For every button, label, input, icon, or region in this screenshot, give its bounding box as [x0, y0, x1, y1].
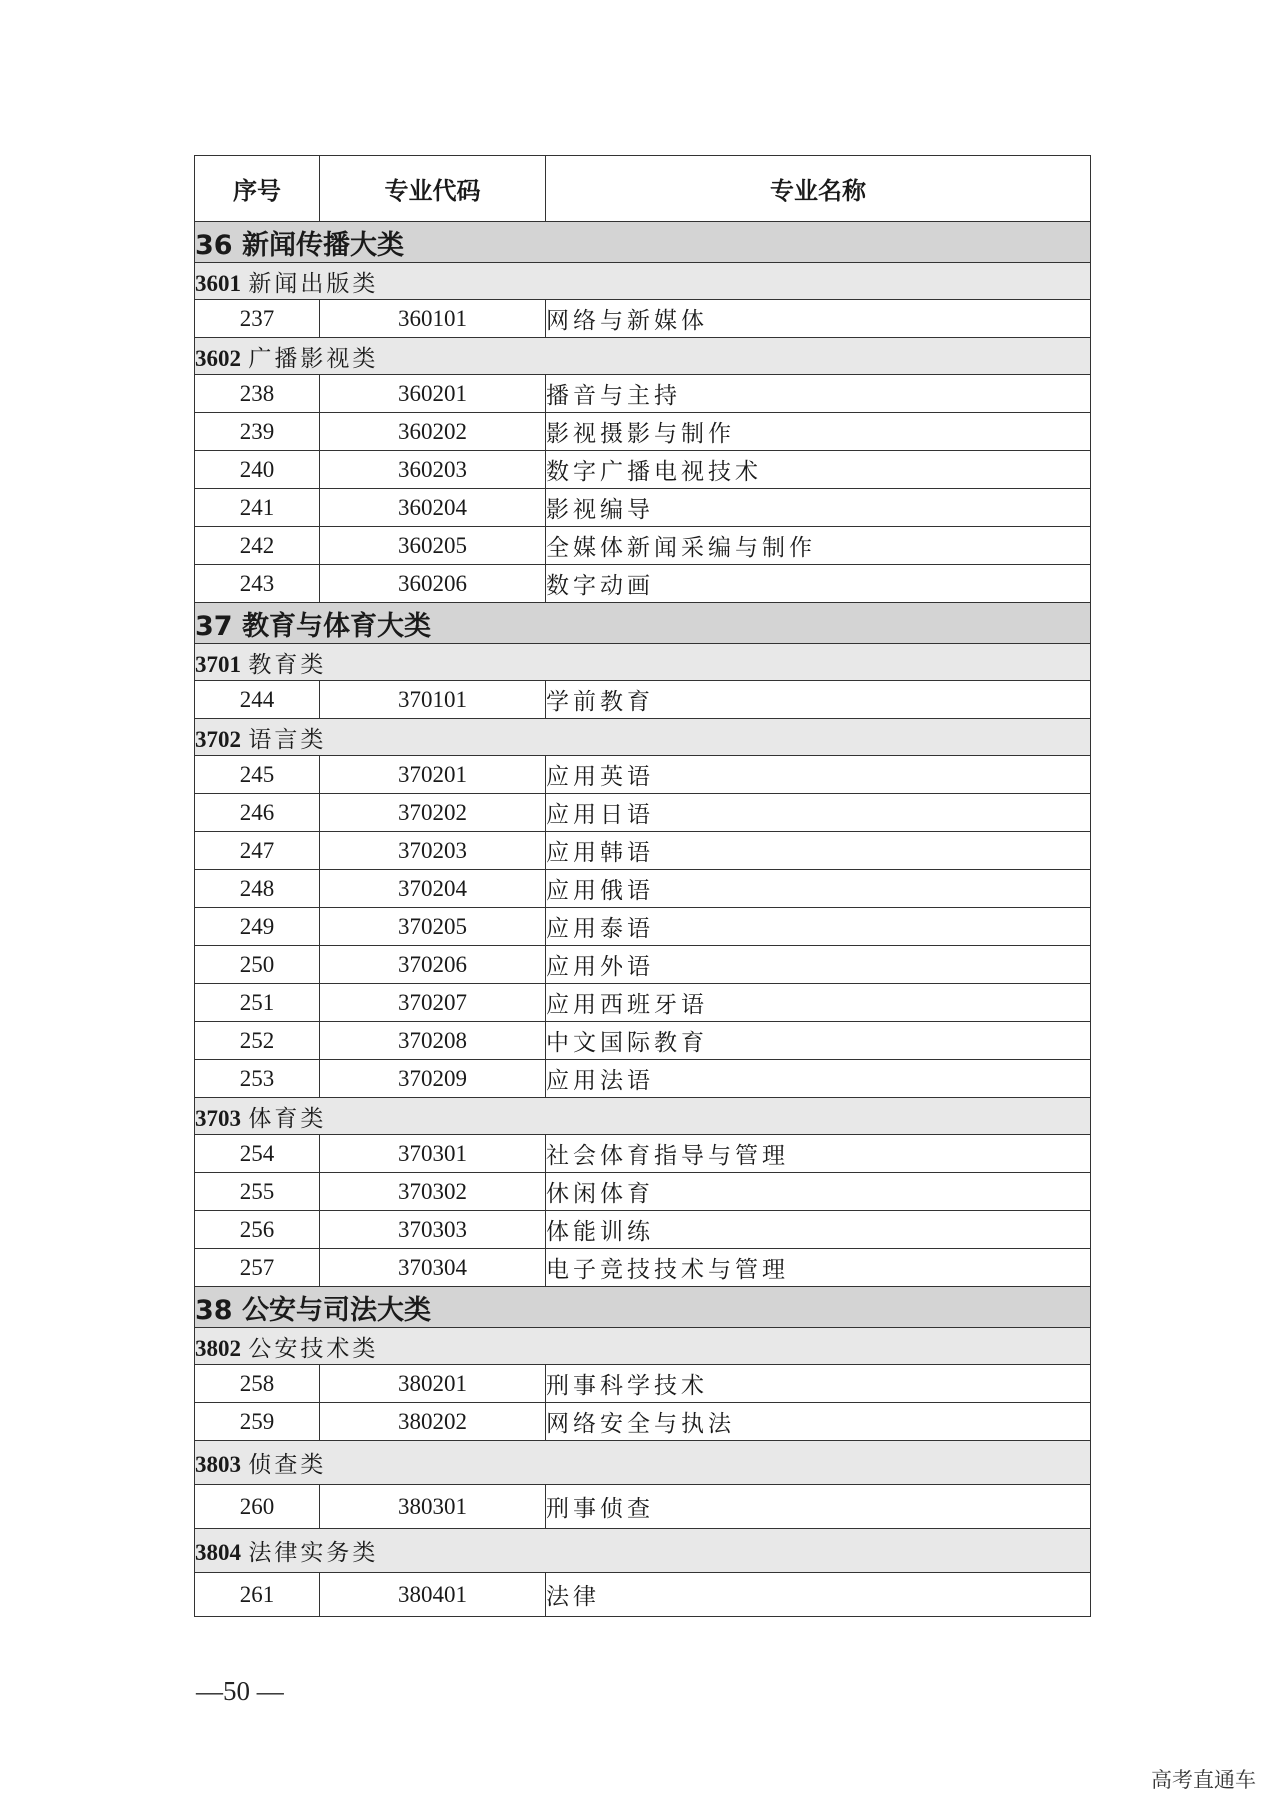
category-minor-row	[195, 1328, 1091, 1365]
seq-cell: 242	[195, 527, 320, 565]
seq-cell: 259	[195, 1403, 320, 1441]
name-cell: 中文国际教育	[546, 1022, 1091, 1060]
minor-category-code: 3701	[195, 651, 241, 677]
code-cell: 370302	[320, 1173, 546, 1211]
seq-cell: 239	[195, 413, 320, 451]
minor-category-code: 3601	[195, 270, 241, 296]
code-cell: 370101	[320, 681, 546, 719]
code-cell: 360203	[320, 451, 546, 489]
minor-category-code: 3803	[195, 1452, 241, 1477]
code-cell: 370304	[320, 1249, 546, 1287]
seq-cell: 257	[195, 1249, 320, 1287]
category-minor-row	[195, 644, 1091, 681]
table-row	[195, 1173, 1091, 1211]
table-header-row	[195, 156, 1091, 222]
table-row	[195, 1485, 1091, 1529]
minor-category-cell	[195, 338, 1091, 375]
table-row	[195, 681, 1091, 719]
name-cell: 全媒体新闻采编与制作	[546, 527, 1091, 565]
name-cell: 法律	[546, 1573, 1091, 1617]
name-cell: 应用英语	[546, 756, 1091, 794]
minor-category-name: 语言类	[248, 726, 327, 753]
name-cell: 电子竞技技术与管理	[546, 1249, 1091, 1287]
minor-category-name: 侦查类	[248, 1452, 327, 1478]
major-category-title: 38 公安与司法大类	[195, 1287, 1091, 1328]
minor-category-name: 体育类	[248, 1105, 327, 1132]
name-cell: 数字广播电视技术	[546, 451, 1091, 489]
table-row	[195, 413, 1091, 451]
watermark: 高考直通车	[1151, 1768, 1256, 1792]
header-name: 专业名称	[546, 156, 1091, 222]
seq-cell: 246	[195, 794, 320, 832]
table-row	[195, 1249, 1091, 1287]
table-row	[195, 1211, 1091, 1249]
code-cell: 360202	[320, 413, 546, 451]
seq-cell: 241	[195, 489, 320, 527]
table-row	[195, 1573, 1091, 1617]
category-minor-row	[195, 1441, 1091, 1485]
name-cell: 网络安全与执法	[546, 1403, 1091, 1441]
table-row	[195, 1403, 1091, 1441]
code-cell: 370301	[320, 1135, 546, 1173]
seq-cell: 247	[195, 832, 320, 870]
seq-cell: 248	[195, 870, 320, 908]
seq-cell: 252	[195, 1022, 320, 1060]
code-cell: 370203	[320, 832, 546, 870]
name-cell: 应用法语	[546, 1060, 1091, 1098]
table-row	[195, 451, 1091, 489]
minor-category-code: 3804	[195, 1540, 241, 1565]
code-cell: 370204	[320, 870, 546, 908]
header-code: 专业代码	[320, 156, 546, 222]
name-cell: 应用西班牙语	[546, 984, 1091, 1022]
table-row	[195, 832, 1091, 870]
name-cell: 刑事科学技术	[546, 1365, 1091, 1403]
name-cell: 应用外语	[546, 946, 1091, 984]
minor-category-name: 新闻出版类	[248, 270, 379, 297]
name-cell: 应用韩语	[546, 832, 1091, 870]
table-row	[195, 870, 1091, 908]
seq-cell: 245	[195, 756, 320, 794]
seq-cell: 240	[195, 451, 320, 489]
name-cell: 体能训练	[546, 1211, 1091, 1249]
minor-category-cell	[195, 1328, 1091, 1365]
name-cell: 应用俄语	[546, 870, 1091, 908]
minor-category-name: 法律实务类	[248, 1540, 379, 1566]
minor-category-code: 3702	[195, 726, 241, 752]
code-cell: 370206	[320, 946, 546, 984]
name-cell: 社会体育指导与管理	[546, 1135, 1091, 1173]
name-cell: 播音与主持	[546, 375, 1091, 413]
table-row	[195, 565, 1091, 603]
table-row	[195, 489, 1091, 527]
category-major-row	[195, 603, 1091, 644]
seq-cell: 253	[195, 1060, 320, 1098]
seq-cell: 254	[195, 1135, 320, 1173]
name-cell: 网络与新媒体	[546, 300, 1091, 338]
seq-cell: 258	[195, 1365, 320, 1403]
code-cell: 370201	[320, 756, 546, 794]
table-row	[195, 1135, 1091, 1173]
code-cell: 360201	[320, 375, 546, 413]
name-cell: 应用日语	[546, 794, 1091, 832]
table-row	[195, 756, 1091, 794]
major-category-title: 36 新闻传播大类	[195, 222, 1091, 263]
name-cell: 刑事侦查	[546, 1485, 1091, 1529]
code-cell: 370207	[320, 984, 546, 1022]
code-cell: 370202	[320, 794, 546, 832]
seq-cell: 255	[195, 1173, 320, 1211]
table-row	[195, 984, 1091, 1022]
table-row	[195, 1365, 1091, 1403]
minor-category-name: 广播影视类	[248, 345, 379, 372]
seq-cell: 238	[195, 375, 320, 413]
seq-cell: 249	[195, 908, 320, 946]
table-row	[195, 1060, 1091, 1098]
code-cell: 370303	[320, 1211, 546, 1249]
table-row	[195, 946, 1091, 984]
minor-category-cell	[195, 1441, 1091, 1485]
code-cell: 370205	[320, 908, 546, 946]
minor-category-cell	[195, 1098, 1091, 1135]
code-cell: 370209	[320, 1060, 546, 1098]
code-cell: 380201	[320, 1365, 546, 1403]
minor-category-code: 3703	[195, 1105, 241, 1131]
category-minor-row	[195, 338, 1091, 375]
name-cell: 学前教育	[546, 681, 1091, 719]
code-cell: 380401	[320, 1573, 546, 1617]
table-row	[195, 375, 1091, 413]
category-minor-row	[195, 719, 1091, 756]
name-cell: 应用泰语	[546, 908, 1091, 946]
seq-cell: 243	[195, 565, 320, 603]
code-cell: 380301	[320, 1485, 546, 1529]
code-cell: 360205	[320, 527, 546, 565]
minor-category-cell	[195, 263, 1091, 300]
minor-category-code: 3602	[195, 345, 241, 371]
code-cell: 360204	[320, 489, 546, 527]
name-cell: 影视编导	[546, 489, 1091, 527]
seq-cell: 256	[195, 1211, 320, 1249]
code-cell: 360101	[320, 300, 546, 338]
name-cell: 影视摄影与制作	[546, 413, 1091, 451]
minor-category-cell	[195, 1529, 1091, 1573]
minor-category-name: 公安技术类	[248, 1335, 379, 1362]
minor-category-cell	[195, 719, 1091, 756]
code-cell: 360206	[320, 565, 546, 603]
category-minor-row	[195, 1529, 1091, 1573]
category-minor-row	[195, 1098, 1091, 1135]
table-row	[195, 527, 1091, 565]
minor-category-name: 教育类	[248, 651, 327, 678]
major-category-title: 37 教育与体育大类	[195, 603, 1091, 644]
table-body	[195, 222, 1091, 1617]
category-minor-row	[195, 263, 1091, 300]
table-row	[195, 908, 1091, 946]
code-cell: 380202	[320, 1403, 546, 1441]
name-cell: 数字动画	[546, 565, 1091, 603]
code-cell: 370208	[320, 1022, 546, 1060]
table-row	[195, 794, 1091, 832]
category-major-row	[195, 1287, 1091, 1328]
minor-category-code: 3802	[195, 1335, 241, 1361]
name-cell: 休闲体育	[546, 1173, 1091, 1211]
seq-cell: 260	[195, 1485, 320, 1529]
seq-cell: 251	[195, 984, 320, 1022]
table-row	[195, 1022, 1091, 1060]
seq-cell: 250	[195, 946, 320, 984]
table-row	[195, 300, 1091, 338]
category-major-row	[195, 222, 1091, 263]
major-catalog-table	[194, 155, 1091, 1617]
seq-cell: 244	[195, 681, 320, 719]
seq-cell: 237	[195, 300, 320, 338]
header-seq: 序号	[195, 156, 320, 222]
page-number: —50 —	[196, 1676, 284, 1706]
minor-category-cell	[195, 644, 1091, 681]
seq-cell: 261	[195, 1573, 320, 1617]
